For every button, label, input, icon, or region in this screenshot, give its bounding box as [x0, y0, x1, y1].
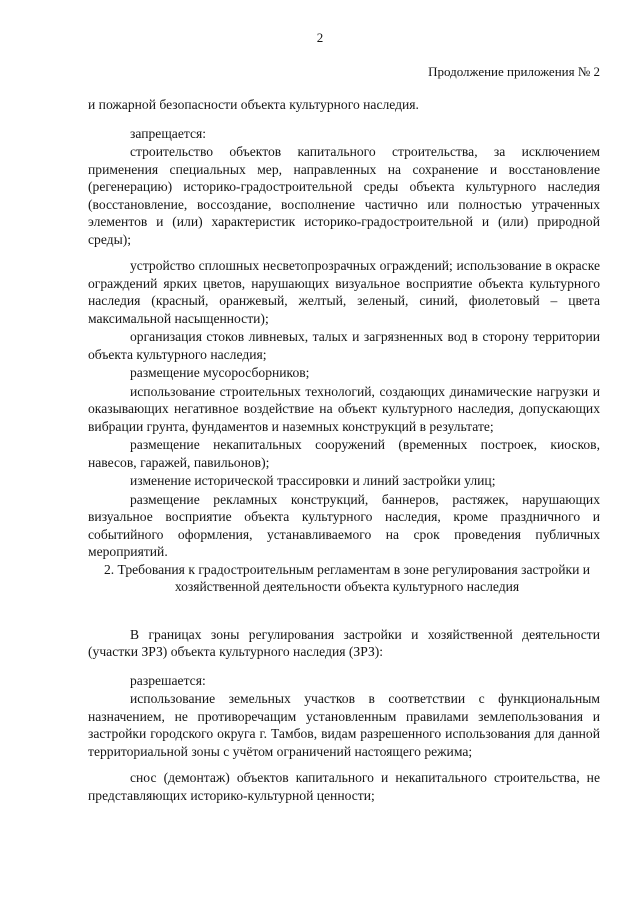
document-body: [88, 96, 600, 804]
paragraph-street-lines: изменение исторической трассировки и линий застройки улиц;: [130, 473, 496, 488]
paragraph-advertising: размещение рекламных конструкций, баннеров, растяжек, нарушающих визуальное восприятие объекта культурного наследия, кроме праздничного и событийного оформления, устанавливаемого на срок проведения публичных мероприятий.: [88, 491, 600, 559]
paragraph-technologies: использование строительных технологий, создающих динамические нагрузки и оказывающих негативное воздействие на объект культурного наследия, допускающих вибрации грунта, фундаментов и наземных конструкций в результате;: [88, 383, 600, 434]
paragraph-allowed-heading: разрешается:: [130, 672, 206, 688]
paragraph-construction: строительство объектов капитального строительства, за исключением применения специальных мер, направленных на сохранение и восстановление (регенерацию) историко-градостроительной среды объекта культурного наследия (восстановление, воссоздание, восполнение частично или полностью утраченных элементов и (или) характеристик историко-градостроительной и (или) природной среды);: [88, 144, 600, 247]
paragraph-fire-safety: и пожарной безопасности объекта культурного наследия.: [88, 97, 419, 112]
paragraph-zone-boundaries: В границах зоны регулирования застройки и хозяйственной деятельности (участки ЗРЗ) объекта культурного наследия (ЗРЗ):: [88, 626, 600, 659]
section-title: 2. Требования к градостроительным регламентам в зоне регулирования застройки и хозяйственной деятельности объекта культурного наследия: [103, 561, 591, 594]
paragraph-waste-bins: размещение мусоросборников;: [130, 365, 310, 380]
paragraph-prohibited-heading: запрещается:: [130, 125, 207, 141]
paragraph-temporary-structures: размещение некапитальных сооружений (временных построек, киосков, навесов, гаражей, павильонов);: [88, 437, 600, 470]
continuation-label: Продолжение приложения № 2: [428, 64, 600, 79]
paragraph-fences: устройство сплошных несветопрозрачных ограждений; использование в окраске ограждений ярких цветов, нарушающих визуальное восприятие объекта культурного наследия (красный, оранжевый, желтый, зеленый, синий, фиолетовый – цвета максимальной насыщенности);: [88, 258, 600, 326]
paragraph-demolition: снос (демонтаж) объектов капитального и некапитального строительства, не представляющих историко-культурной ценности;: [88, 770, 600, 803]
paragraph-land-use: использование земельных участков в соответствии с функциональным назначением, не противоречащим установленным правилами землепользования и застройки городского округа г. Тамбов, видам разрешенного использования для данной территориальной зоны с учётом ограничений настоящего режима;: [88, 691, 600, 759]
paragraph-drainage: организация стоков ливневых, талых и загрязненных вод в сторону территории объекта культурного наследия;: [88, 329, 600, 362]
page-number: 2: [316, 30, 324, 45]
